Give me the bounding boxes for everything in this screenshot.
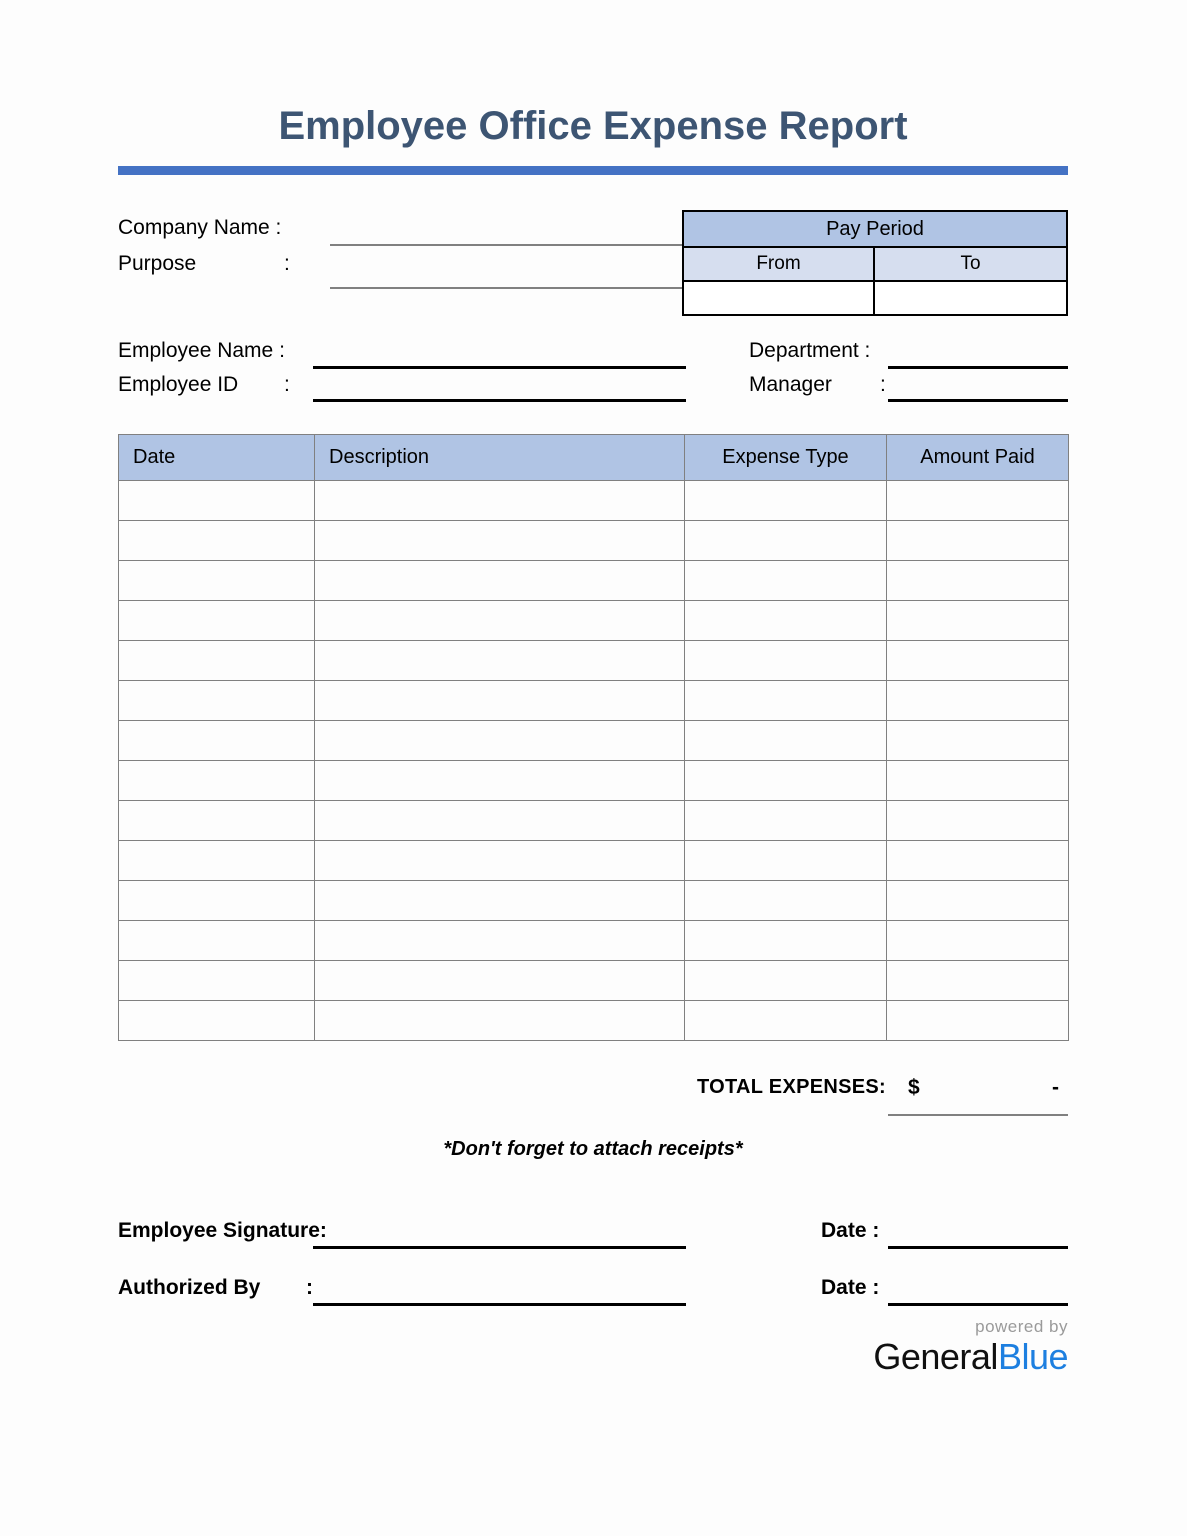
expense-cell-date[interactable] [119, 721, 315, 761]
table-row [119, 641, 1069, 681]
pay-period-from-input[interactable] [684, 282, 875, 314]
expense-cell-amount-paid[interactable] [887, 1001, 1069, 1041]
table-row [119, 961, 1069, 1001]
expense-cell-amount-paid[interactable] [887, 601, 1069, 641]
column-header-expense-type: Expense Type [685, 435, 887, 481]
signature-date-label-1: Date : [821, 1219, 880, 1242]
authorized-by-line[interactable] [313, 1303, 686, 1306]
expense-cell-expense-type[interactable] [685, 761, 887, 801]
expense-cell-description[interactable] [315, 601, 685, 641]
company-name-field-line[interactable] [330, 244, 686, 246]
expense-cell-description[interactable] [315, 481, 685, 521]
signature-date-label-2: Date : [821, 1276, 880, 1299]
total-expenses-value: - [1052, 1076, 1059, 1099]
expense-cell-date[interactable] [119, 481, 315, 521]
table-row [119, 921, 1069, 961]
pay-period-title: Pay Period [684, 212, 1066, 248]
department-field-line[interactable] [888, 366, 1068, 369]
expense-cell-amount-paid[interactable] [887, 561, 1069, 601]
expense-cell-date[interactable] [119, 601, 315, 641]
table-row [119, 681, 1069, 721]
total-expenses-line [888, 1114, 1068, 1116]
expense-cell-expense-type[interactable] [685, 881, 887, 921]
expense-cell-description[interactable] [315, 561, 685, 601]
expense-cell-amount-paid[interactable] [887, 481, 1069, 521]
table-row [119, 561, 1069, 601]
expense-cell-amount-paid[interactable] [887, 721, 1069, 761]
page-title: Employee Office Expense Report [278, 104, 908, 148]
powered-by-text: powered by [975, 1317, 1068, 1336]
expense-cell-amount-paid[interactable] [887, 521, 1069, 561]
expense-cell-date[interactable] [119, 1001, 315, 1041]
expense-table-header-row [119, 435, 1069, 481]
expense-cell-expense-type[interactable] [685, 721, 887, 761]
expense-cell-amount-paid[interactable] [887, 641, 1069, 681]
expense-cell-expense-type[interactable] [685, 961, 887, 1001]
authorized-by-colon: : [306, 1276, 313, 1299]
pay-period-table [682, 210, 1068, 316]
expense-cell-amount-paid[interactable] [887, 841, 1069, 881]
expense-cell-amount-paid[interactable] [887, 961, 1069, 1001]
brand-name-general: General [873, 1336, 998, 1377]
column-header-amount-paid: Amount Paid [887, 435, 1069, 481]
pay-period-to-label: To [960, 253, 981, 274]
pay-period-subheader [684, 248, 1066, 282]
table-row [119, 601, 1069, 641]
manager-label: Manager [749, 373, 832, 396]
expense-cell-date[interactable] [119, 961, 315, 1001]
expense-cell-description[interactable] [315, 801, 685, 841]
expense-cell-date[interactable] [119, 801, 315, 841]
expense-cell-description[interactable] [315, 921, 685, 961]
table-row [119, 481, 1069, 521]
table-row [119, 521, 1069, 561]
expense-cell-amount-paid[interactable] [887, 761, 1069, 801]
column-header-date: Date [119, 435, 315, 481]
expense-table-body [119, 481, 1069, 1041]
table-row [119, 881, 1069, 921]
expense-cell-date[interactable] [119, 881, 315, 921]
expense-cell-expense-type[interactable] [685, 841, 887, 881]
pay-period-values-row [684, 282, 1066, 314]
purpose-field-line[interactable] [330, 287, 686, 289]
table-row [119, 1001, 1069, 1041]
column-header-description: Description [315, 435, 685, 481]
title-divider [118, 166, 1068, 175]
employee-signature-line[interactable] [313, 1246, 686, 1249]
employee-id-colon: : [284, 373, 290, 396]
authorized-by-label: Authorized By [118, 1276, 261, 1299]
expense-cell-date[interactable] [119, 921, 315, 961]
expense-cell-amount-paid[interactable] [887, 881, 1069, 921]
expense-cell-description[interactable] [315, 641, 685, 681]
expense-table [118, 434, 1069, 1041]
expense-cell-expense-type[interactable] [685, 681, 887, 721]
expense-cell-expense-type[interactable] [685, 641, 887, 681]
expense-cell-date[interactable] [119, 561, 315, 601]
employee-name-field-line[interactable] [313, 366, 686, 369]
total-currency-symbol: $ [908, 1076, 920, 1099]
total-expenses-label: TOTAL EXPENSES: [697, 1076, 886, 1098]
expense-cell-date[interactable] [119, 841, 315, 881]
company-name-label: Company Name : [118, 216, 282, 239]
expense-cell-expense-type[interactable] [685, 1001, 887, 1041]
purpose-label: Purpose [118, 252, 197, 275]
expense-cell-description[interactable] [315, 881, 685, 921]
employee-signature-label: Employee Signature: [118, 1219, 327, 1242]
employee-id-field-line[interactable] [313, 399, 686, 402]
expense-cell-expense-type[interactable] [685, 921, 887, 961]
expense-cell-description[interactable] [315, 1001, 685, 1041]
expense-cell-date[interactable] [119, 681, 315, 721]
expense-cell-date[interactable] [119, 761, 315, 801]
employee-name-label: Employee Name : [118, 339, 285, 362]
expense-cell-description[interactable] [315, 961, 685, 1001]
brand-name [873, 1336, 1068, 1377]
expense-cell-expense-type[interactable] [685, 801, 887, 841]
expense-cell-amount-paid[interactable] [887, 681, 1069, 721]
expense-cell-expense-type[interactable] [685, 481, 887, 521]
expense-cell-expense-type[interactable] [685, 561, 887, 601]
expense-cell-date[interactable] [119, 641, 315, 681]
expense-cell-amount-paid[interactable] [887, 801, 1069, 841]
expense-cell-description[interactable] [315, 721, 685, 761]
signature-date-line-2[interactable] [888, 1303, 1068, 1306]
table-row [119, 801, 1069, 841]
receipts-note: *Don't forget to attach receipts* [443, 1138, 743, 1160]
brand-name-blue: Blue [997, 1336, 1068, 1377]
table-row [119, 721, 1069, 761]
manager-field-line[interactable] [888, 399, 1068, 402]
employee-id-label: Employee ID [118, 373, 239, 396]
signature-date-line-1[interactable] [888, 1246, 1068, 1249]
table-row [119, 841, 1069, 881]
table-row [119, 761, 1069, 801]
expense-cell-date[interactable] [119, 521, 315, 561]
branding-logo [873, 1318, 1068, 1375]
department-label: Department : [749, 339, 871, 362]
expense-cell-description[interactable] [315, 841, 685, 881]
manager-colon: : [880, 373, 886, 396]
expense-cell-description[interactable] [315, 521, 685, 561]
purpose-colon: : [284, 252, 290, 275]
expense-cell-amount-paid[interactable] [887, 921, 1069, 961]
expense-cell-expense-type[interactable] [685, 601, 887, 641]
expense-cell-description[interactable] [315, 761, 685, 801]
expense-cell-expense-type[interactable] [685, 521, 887, 561]
pay-period-to-input[interactable] [875, 282, 1066, 314]
pay-period-from-label: From [684, 248, 875, 280]
expense-cell-description[interactable] [315, 681, 685, 721]
